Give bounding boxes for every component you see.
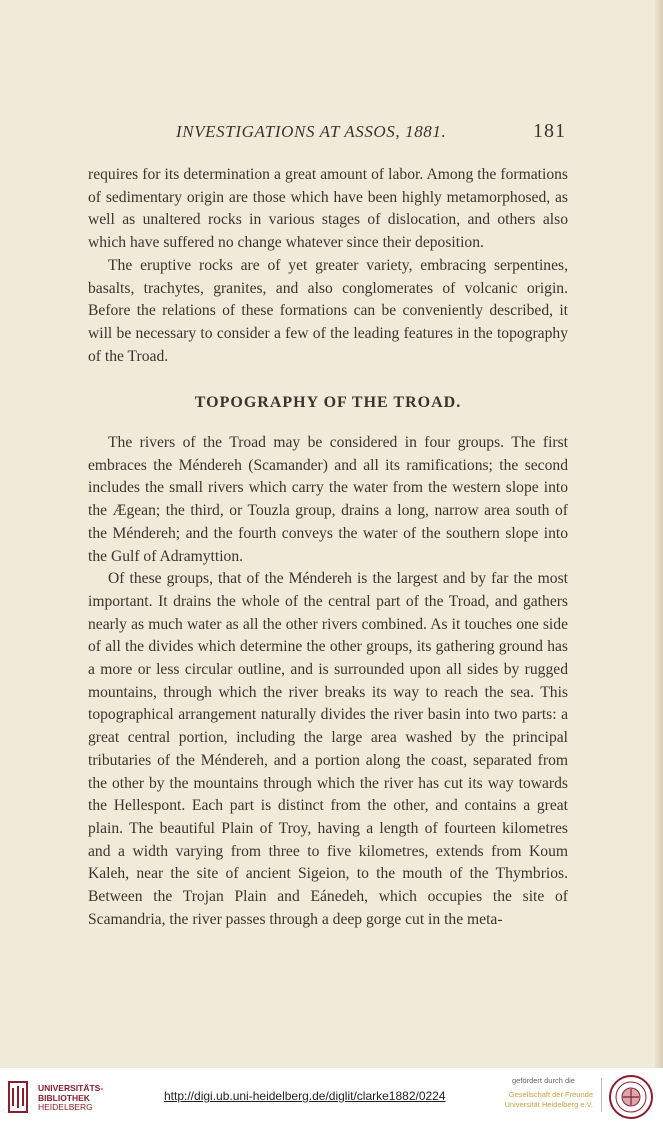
paragraph-4: Of these groups, that of the Méndereh is the largest and by far the most important. It drains the whole of the central part of the Troad, and gathers nearly as much water as all the other rivers combined. As it touches one side of all the divides which determine the other groups, its gathering ground has a more or less circular outline, and is surrounded upon all sides by rugged mountains, through which the river breaks its way to reach the sea. This topographical arrangement naturally divides the river basin into two parts: a great central portion, including the large area washed by the principal tributaries of the Méndereh, and a portion along the coast, separated from the other by the mountains through which the river has cut its way towards the Hellespont. Each part is distinct from the other, and contains a great plain. The beautiful Plain of Troy, having a length of fourteen kilometres and a width varying from three to five kilometres, extends from Koum Kaleh, near the site of ancient Sigeion, to the mouth of the Thymbrios. Between the Trojan Plain and Eánedeh, which occupies the site of Scamandria, the river passes through a deep gorge cut in the meta- [88,570,568,928]
library-line-2: BIBLIOTHEK [38,1092,90,1103]
paragraph-2: The eruptive rocks are of yet greater variety, embracing serpentines, basalts, trachytes, granites, and also conglomerates of volcanic origin. Before the relations of these formations can be conveniently described, it will be necessary to consider a few of the leading features in the topography of the Troad. [88,256,568,365]
society-line-1: Gesellschaft der Freunde [508,1090,593,1099]
running-head [0,122,663,144]
library-line-3: HEIDELBERG [38,1102,93,1112]
body-text [88,164,568,932]
footer-divider [601,1078,602,1112]
funded-by-label: gefördert durch die [512,1076,575,1085]
ub-heidelberg-logo-icon [8,1080,28,1114]
library-line-1: UNIVERSITÄTS- [38,1083,104,1093]
page-number: 181 [533,120,566,142]
university-seal-icon [608,1074,654,1120]
library-name [38,1084,103,1113]
society-line-2: Universität Heidelberg e.V. [504,1100,593,1109]
page-edge-shadow [655,0,663,1068]
paragraph-3: The rivers of the Troad may be considered in four groups. The first embraces the Méndereh (Scamander) and all its ramifications; the second includes the small rivers which carry the water from the western slope into the Ægean; the third, or Touzla group, drains a long, narrow area south of the Méndereh; and the fourth conveys the water of the southern slope into the Gulf of Adramyttion. [88,434,568,565]
society-name [504,1090,593,1110]
permalink[interactable]: http://digi.ub.uni-heidelberg.de/diglit/clarke1882/0224 [164,1089,446,1103]
paragraph-1: requires for its determination a great amount of labor. Among the formations of sedimentary origin are those which have been highly metamorphosed, as well as unaltered rocks in various stages of dislocation, and others also which have suffered no change whatever since their deposition. [88,166,568,252]
section-heading: TOPOGRAPHY OF THE TROAD. [194,394,462,412]
running-head-title: INVESTIGATIONS AT ASSOS, 1881. [176,122,447,141]
